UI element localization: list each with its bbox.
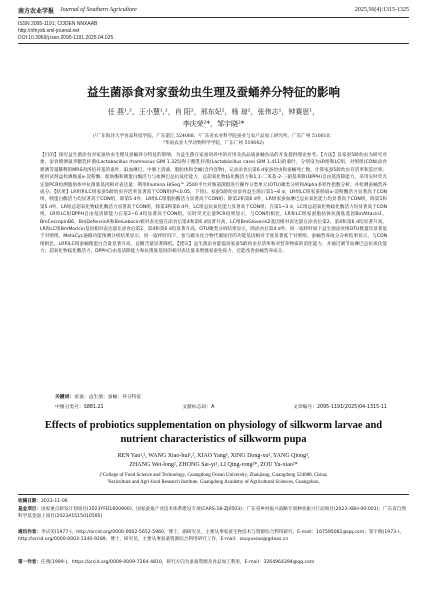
footer-rule (18, 494, 409, 495)
keywords-label: 关键词： (55, 395, 75, 400)
journal-name-en: Journal of Southern Agriculture (60, 7, 137, 13)
footer-label: 第一作者： (18, 560, 41, 565)
affiliation-cn (40, 133, 387, 147)
footer-received (18, 498, 409, 505)
site-link[interactable]: http://nfnyxb.xml-journal.net (18, 28, 80, 34)
footer-first-author (18, 559, 409, 566)
authors-en (30, 452, 397, 470)
footer-text: 李庆荣(1977-)，http://orcid.org/0000-0002-5652-5960，博士，副研究员，主要从事家蚕生物技术与资源综合利用研究，E-mail：107595081@qq.com；邹宇晓(1973-)，http://orcid.org/0000-0003-1340-9289，博士，研究员，主要从事蚕桑资源综合利用研究工作，E-mail：zouyuxiao@gdaas.cn (18, 530, 405, 542)
affiliation-en (40, 472, 387, 486)
footer-text: 任燕(1999-)，https://orcid.org/0009-0009-7264-4810，研究方向为蚕桑资源及食品加工利用，E-mail：3264964394@qq.com (40, 560, 315, 565)
paper-title-en: Effects of probiotics supplementation on physiology of silkworm larvae and nutrient characteristics of silkworm pupa (44, 420, 383, 445)
header-rule (18, 17, 409, 18)
affiliation-en-line: ²Sericulture and Agri-food Research Institute, Guangdong Academy of Agricultural Sciences, Guangzhou, (107, 480, 320, 485)
footer-corresponding (18, 529, 409, 543)
issn-line: ISSN 2095-1191; CODEN NNXAAB (18, 21, 98, 27)
authors-cn (40, 106, 387, 130)
authors-cn-line: 任 燕¹,²，王小慧¹,²，肖 阳²，邢东妃²，杨 琼²，张伟志¹，钟赛思¹， (107, 108, 320, 116)
clc-number: 中图分类号：S881.21 (55, 405, 104, 410)
meta-rule (18, 43, 409, 44)
footer-text: 2023-11-06 (40, 499, 68, 504)
footer-label: 收稿日期： (18, 499, 41, 504)
footer-text: 国家重点研发计划项目(2023YFD1600900)；国家蚕桑产业技术体系建设专项(CARS-18-ZJ0503)；广东省乡村振兴战略专项种业振兴行动项目(2023-XBH-00-001)；广东省自然科学基金面上项目(2023A1515010595) (18, 507, 407, 519)
footer-label: 基金项目： (18, 507, 41, 512)
footer-funding (18, 506, 409, 520)
article-number: 文章编号：2095-1191(2025)04-1315-11 (293, 405, 387, 410)
doi-line[interactable]: DOI:10.3969/j.issn.2095-1191.2025.04.025 (18, 35, 114, 41)
classification-row (55, 403, 387, 410)
issue-info: 2025,56(4):1315-1325 (354, 7, 409, 13)
paper-title-cn: 益生菌添食对家蚕幼虫生理及蚕蛹养分特征的影响 (87, 85, 340, 99)
affiliation-en-line: (¹College of Food Science and Technology, Guangdong Ocean University, Zhanjiang, Guangdong 524088, China; (99, 473, 328, 478)
authors-en-line: ZHANG Wei-long², ZHONG Sai-yi¹, LI Qing-rong²*, ZOU Yu-xiao²* (129, 462, 298, 468)
keywords-value: 家蚕；益生菌；蚕蛹；养分特征 (74, 395, 142, 400)
affiliation-cn-line: ³华南农业大学动物科学学院，广东广州 510642) (163, 141, 264, 146)
footer-label: 通讯作者： (18, 530, 41, 535)
journal-header (18, 4, 409, 16)
authors-en-line: REN Yan¹,², WANG Xiao-hui¹,², XIAO Yang², XING Dong-xu², YANG Qiong², (117, 453, 310, 459)
keywords-cn (55, 393, 141, 400)
authors-cn-line: 李庆荣²*，邹宇晓²* (182, 120, 245, 128)
affiliation-cn-line: (¹广东海洋大学食品科技学院，广东湛江 524088；²广东省农业科学院蚕业与农产品加工研究所，广东广州 510610； (92, 134, 334, 139)
journal-name-cn: 南方农业学报 (18, 7, 55, 15)
abstract-cn: 【目的】探究益生菌添食对家蚕幼虫生理及蚕蛹养分特征的影响，为益生菌在家蚕饲养中的应用及高品质蚕蛹食品的开发提供理论参考。【方法】以家蚕5龄幼虫为研究对象，添食喷洒鼠李糖乳杆菌(Lactobacillus rhamnosus GIM 1.325)和干酪乳杆菌(Lactobacillus casei GIM 1.411)的桑叶，分别设为LR组和LC组，对照组(CON)添食喷洒等量稀释的MRS肉汤培养基的桑叶。取血淋巴、中肠上清液、脂肪体和全蛹(含内容物)，记录添食后第6 d家蚕幼虫和蚕蛹死亡数，计算家蚕5龄幼虫存活率和茧层率。使用试剂盒检测肠道α-淀粉酶、脂肪酶和胰蛋白酶活力与血淋巴总抗氧化能力、总超氧化物歧化酶活力和1,1-二苯基-2-三硝基苯肼(DPPH)自由基清除能力。采用实时荧光定量PCR检测脂肪体中抗菌肽基因相对表达量；利用Illumina HiSeq™ 2500平台对肠道菌群进行操作分类单元(OTU)聚类分析和Alpha多样性指数分析，并检测蚕蛹营养成分。【结果】LR组和LC组家蚕5龄幼虫存活率显著高于CON组(P<0.05，下同)。家蚕5龄幼虫添食益生菌后第1~6 d，LR组LC组家蚕肠道α-淀粉酶活力显著高于CON组，胰蛋白酶活力均显著高于CON组，除第5 d外，LR组LC组脂肪酶活力显著高于CON组；除第2和第6 d外，LR组家蚕血淋巴总抗氧化能力均显著高于CON组，除第1和第5 d外，LR组总超氧化物歧化酶活力显著高于CON组，除第3和第6 d外，LC组总抗氧化能力显著高于CON组；在第1~3 d，LC组总超氧化物歧化酶活力均显著高于CON组，LR和LC组DPPH自由基清除能力在第2~6 d均显著高于CON组。实时荧光定量PCR结果显示，与CON组相比，LR和LC组家蚕脂肪体抗菌肽基因BmAttacin1、BmCecropinB6、BmDefensinA和BmLebocin相对表达量在添食后第4和第6 d显著升高，LC组BmGloverin2基因相对表达量在添食后第2、第4和第6 d均显著升高，LR和LC组BmMoricin基因相对表达量在添食后第2、第4和第6 d均显著升高。OTU聚类分析结果显示，除添食后第4 d外，同一取样时间下益生菌添食组OTU数量均显著低于对照组。MetaCyc通路功能预测分析结果显示，同一取样时间下，参与碳水化合物代谢途径的功能基因相对丰度显著低于对照组。蚕蛹营养成分分析结果显示，与CON组相比，LR和LC组蚕蛹粗蛋白含量显著升高，总糖含量显著降低。【建议】益生菌添食能提高家蚕5龄幼虫存活率和对营养物质的消化能力，并通过调节血淋巴总抗氧化能力、超氧化物歧化酶活力、DPPH自由基清除能力和抗菌肽基因的相对表达量来增强家蚕免疫力，还能改善蚕蛹营养成分。 (40, 153, 387, 255)
doc-code: 文献标志码：A (182, 405, 215, 410)
